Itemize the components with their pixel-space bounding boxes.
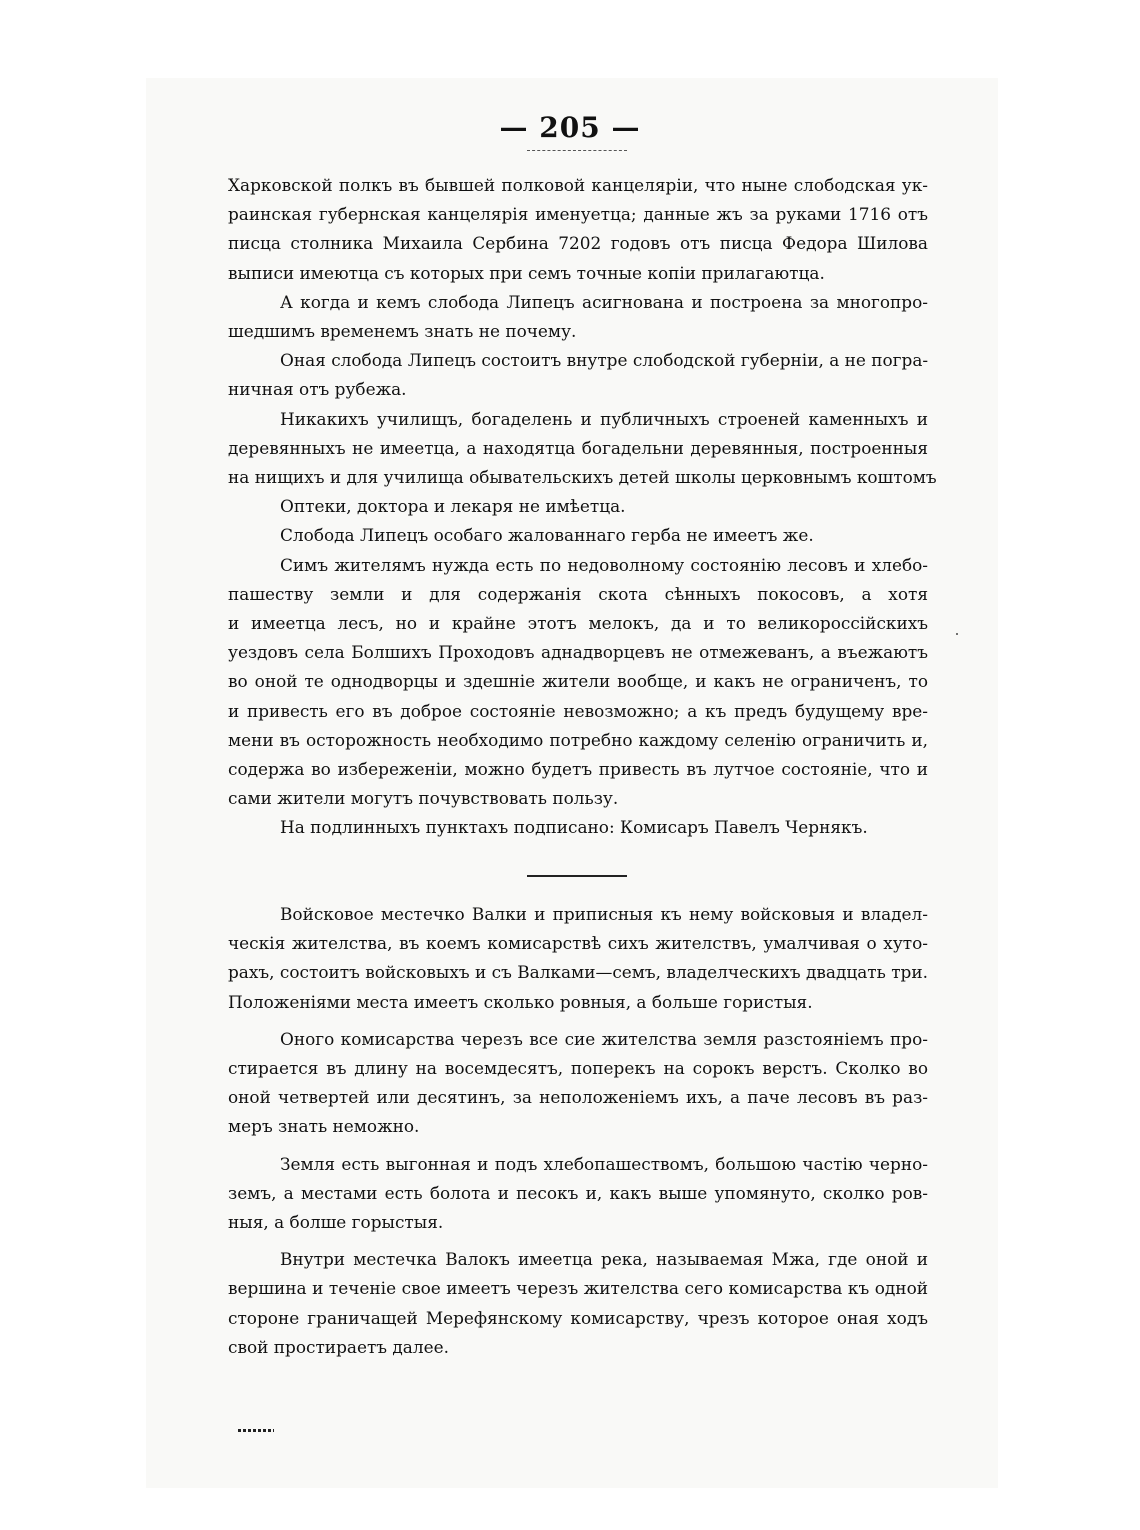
text-line: содержа во избереженіи, можно будетъ привесть въ лутчое состояніе, что и: [228, 759, 928, 780]
text-line: Земля есть выгонная и подъ хлебопашествомъ, большою частію черно-: [280, 1153, 928, 1174]
text-line: Никакихъ училищъ, богаделень и публичныхъ строеней каменныхъ и: [280, 408, 928, 429]
text-line: деревянныхъ не имеетца, а находятца богадельни деревянныя, построенныя: [228, 437, 928, 458]
text-line: во оной те однодворцы и здешніе жители вообще, и какъ не ограниченъ, то: [228, 671, 928, 692]
text-line: стороне граничащей Мерефянскому комисарству, чрезъ которое оная ходъ: [228, 1307, 928, 1328]
page-number: — 205 —: [499, 111, 641, 144]
text-line: выписи имеютца съ которых при семъ точные копіи прилагаютца.: [228, 262, 825, 283]
section-lipets-text: [228, 171, 937, 843]
text-line: Положеніями места имеетъ сколько ровныя, а больше гористыя.: [228, 991, 813, 1012]
text-line: Слобода Липецъ особаго жалованнаго герба не имеетъ же.: [280, 525, 814, 546]
scan-speck: [956, 633, 958, 635]
text-line: раинская губернская канцелярія именуетца; данные жъ за руками 1716 отъ: [228, 204, 928, 225]
text-line: сами жители могутъ почувствовать пользу.: [228, 788, 619, 809]
text-line: меръ знать неможно.: [228, 1116, 420, 1137]
text-line: земъ, а местами есть болота и песокъ и, какъ выше упомянуто, сколко ров-: [228, 1182, 928, 1203]
text-line: ничная отъ рубежа.: [228, 379, 407, 400]
text-line: ческія жителства, въ коемъ комисарствѣ сихъ жителствъ, умалчивая о хуто-: [228, 933, 928, 954]
text-line: оной четвертей или десятинъ, за неположеніемъ ихъ, а паче лесовъ въ раз-: [228, 1087, 928, 1108]
text-line: Оного комисарства черезъ все сие жителства земля разстояніемъ про-: [280, 1028, 928, 1049]
text-line: Войсковое местечко Валки и приписныя къ нему войсковыя и владел-: [280, 904, 928, 924]
text-line: свой простираетъ далее.: [228, 1336, 449, 1357]
text-line: Внутри местечка Валокъ имеетца река, называемая Мжа, где оной и: [280, 1249, 928, 1270]
text-line: вершина и теченіе свое имеетъ черезъ жителства сего комисарства къ одной: [228, 1278, 928, 1299]
text-line: Оная слобода Липецъ состоитъ внутре слободской губерніи, а не погра-: [280, 350, 929, 371]
text-line: Оптеки, доктора и лекаря не имѣетца.: [280, 496, 626, 517]
text-line: Симъ жителямъ нужда есть по недоволному состоянію лесовъ и хлебо-: [280, 554, 928, 575]
text-line: Харковской полкъ въ бывшей полковой канцеляріи, что ныне слободская ук-: [228, 175, 928, 195]
page-number-underline: [527, 150, 627, 155]
text-line: на нищихъ и для училища обывательскихъ детей школы церковнымъ коштомъ: [228, 467, 937, 488]
text-line: пашеству земли и для содержанія скота сѣнныхъ покосовъ, а хотя: [228, 583, 928, 604]
section-valki-text: [228, 900, 928, 1362]
scan-mark: [238, 1429, 274, 1432]
text-line: стирается въ длину на восемдесятъ, поперекъ на сорокъ верстъ. Сколко во: [228, 1058, 928, 1079]
signature-line: На подлинныхъ пунктахъ подписано: Комисаръ Павелъ Чернякъ.: [280, 817, 868, 838]
text-line: шедшимъ временемъ знать не почему.: [228, 321, 577, 342]
text-line: и имеетца лесъ, но и крайне этотъ мелокъ, да и то великороссійскихъ: [228, 613, 928, 634]
text-line: рахъ, состоитъ войсковыхъ и съ Валками—семъ, владелческихъ двадцать три.: [228, 962, 928, 983]
text-line: ныя, а болше горыстыя.: [228, 1212, 444, 1233]
text-line: и привесть его въ доброе состояніе невозможно; а къ предъ будущему вре-: [228, 700, 928, 721]
text-line: мени въ осторожность необходимо потребно каждому селенію ограничить и,: [228, 729, 928, 750]
text-line: писца столника Михаила Сербина 7202 годовъ отъ писца Федора Шилова: [228, 233, 928, 254]
text-line: уездовъ села Болшихъ Проходовъ аднадворцевъ не отмежеванъ, а въежаютъ: [228, 642, 928, 663]
section-separator: [527, 875, 627, 877]
text-line: А когда и кемъ слобода Липецъ асигнована и построена за многопро-: [280, 291, 928, 312]
